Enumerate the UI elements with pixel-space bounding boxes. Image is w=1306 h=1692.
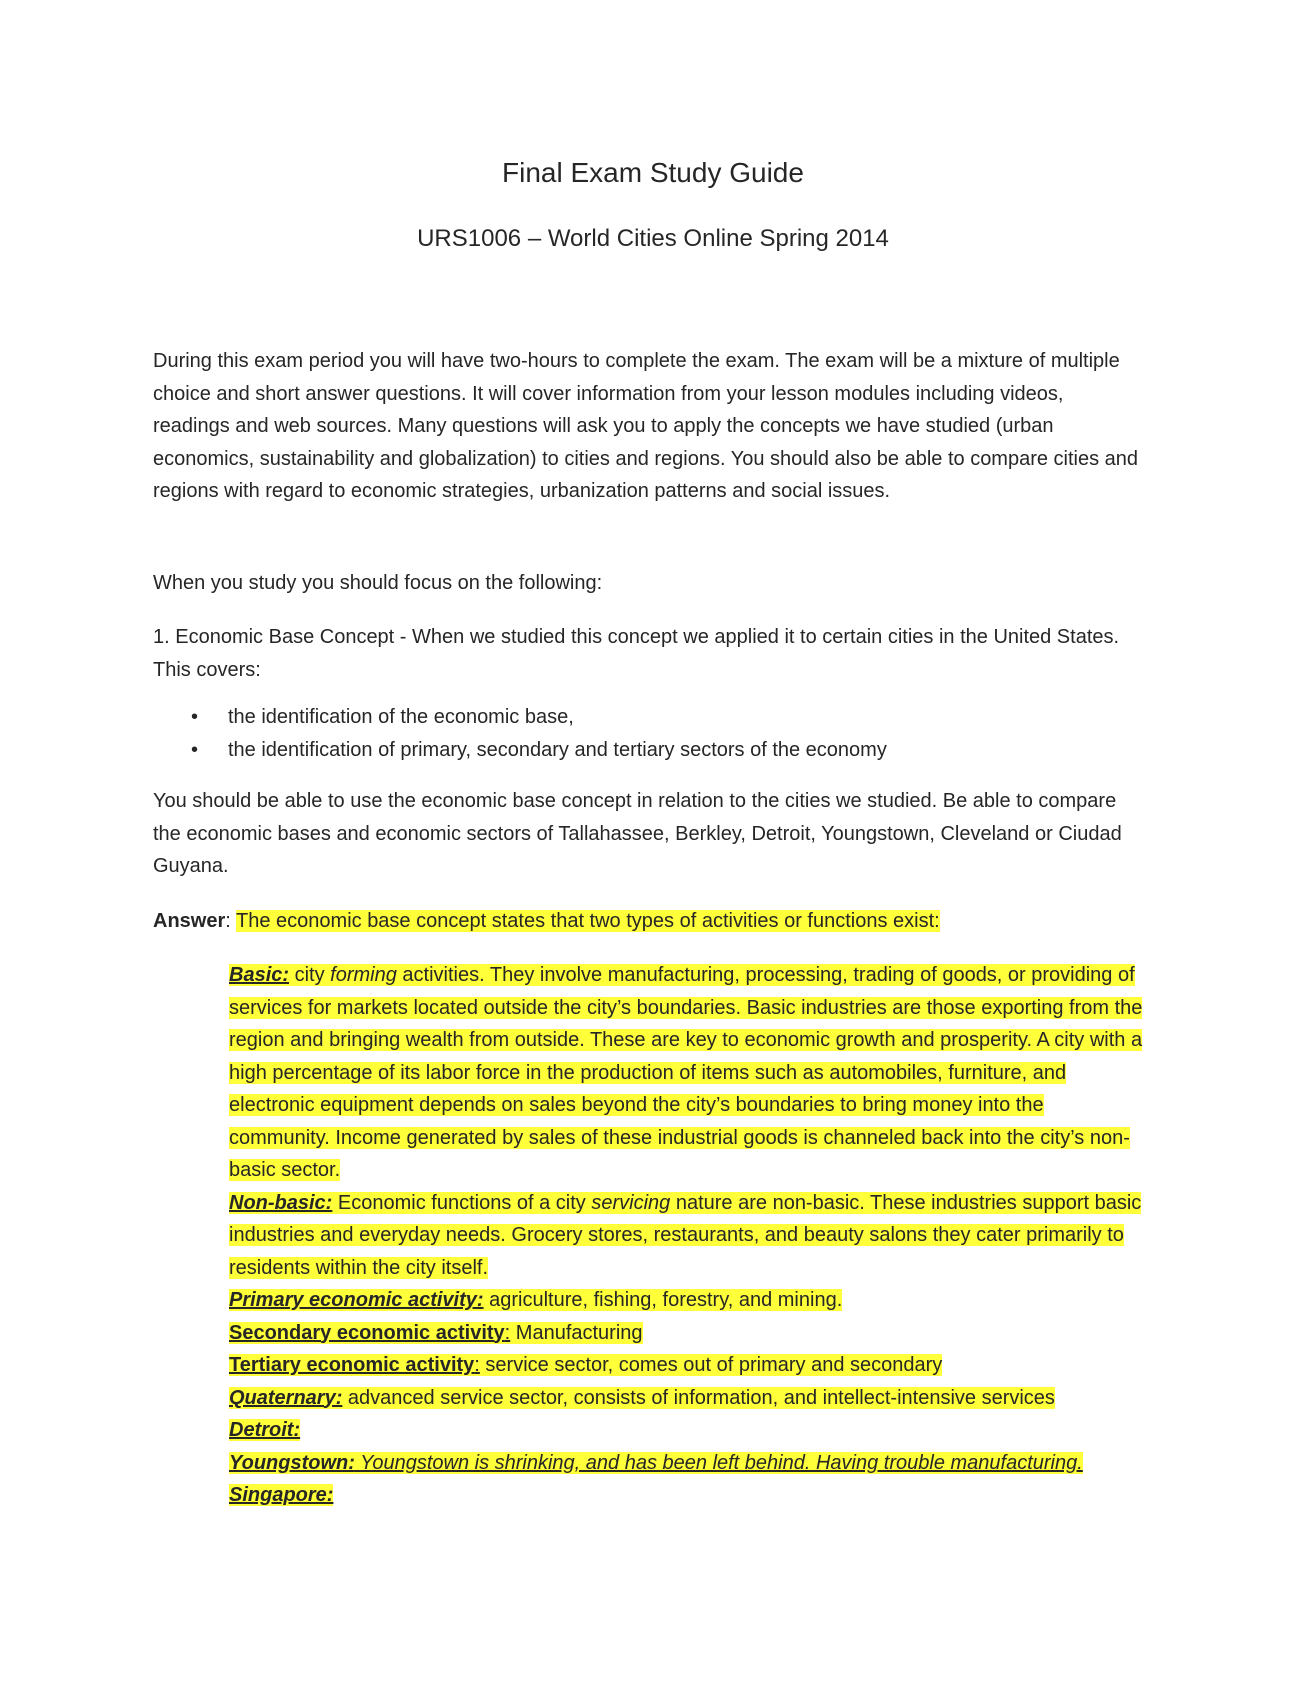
definition-non-basic: Non-basic: Economic functions of a city servicing nature are non-basic. These industries support basic industries and everyday needs. Grocery stores, restaurants, and beauty salons they cater primarily to residents within the city itself. xyxy=(229,1191,1142,1279)
term-detroit: Detroit: xyxy=(229,1419,301,1441)
definition-youngstown: Youngstown: Youngstown is shrinking, and has been left behind. Having trouble manufacturing. xyxy=(229,1451,1083,1474)
term-tertiary: Tertiary economic activity xyxy=(229,1354,475,1376)
use-paragraph: You should be able to use the economic base concept in relation to the cities we studied. Be able to compare the economic bases and economic sectors of Tallahassee, Berkley, Detroit, Youngstown, Cleveland or Ciudad Guyana. xyxy=(153,790,1122,877)
definition-tertiary: Tertiary economic activity: service sector, comes out of primary and secondary xyxy=(229,1354,943,1376)
term-secondary: Secondary economic activity xyxy=(229,1321,505,1344)
bullet-text: the identification of primary, secondary and tertiary sectors of the economy xyxy=(228,738,887,761)
document-subtitle: URS1006 – World Cities Online Spring 2014 xyxy=(417,225,889,252)
numbered-item-economic-base: 1. Economic Base Concept - When we studied this concept we applied it to certain cities in the United States. This covers: xyxy=(153,626,1120,681)
bullet-list xyxy=(153,701,1143,766)
answer-line xyxy=(153,905,1143,938)
answer-colon: : xyxy=(225,910,237,932)
term-quaternary: Quaternary: xyxy=(229,1386,343,1409)
definition-secondary: Secondary economic activity: Manufacturing xyxy=(229,1321,643,1344)
definitions-block xyxy=(229,959,1149,1512)
bullet-item xyxy=(153,701,1143,734)
bullet-glyph: • xyxy=(191,738,199,761)
bullet-glyph: • xyxy=(191,706,199,728)
answer-label: Answer xyxy=(153,910,226,932)
intro-paragraph: During this exam period you will have two-hours to complete the exam. The exam will be a mixture of multiple choice and short answer questions. It will cover information from your lesson modules including videos, readings and web sources. Many questions will ask you to apply the concepts we have studied (urban economics, sustainability and globalization) to cities and regions. You should also be able to compare cities and regions with regard to economic strategies, urbanization patterns and social issues. xyxy=(153,350,1139,502)
definition-detroit xyxy=(229,1414,1149,1447)
term-youngstown: Youngstown: xyxy=(229,1451,355,1474)
bullet-item xyxy=(153,734,1143,767)
definition-singapore xyxy=(229,1479,1149,1512)
focus-paragraph: When you study you should focus on the following: xyxy=(153,572,603,594)
bullet-text: the identification of the economic base, xyxy=(228,706,574,728)
definition-basic: Basic: city forming activities. They involve manufacturing, processing, trading of goods, or providing of services for markets located outside the city’s boundaries. Basic industries are those exporting from the region and bringing wealth from outside. These are key to economic growth and prosperity. A city with a high percentage of its labor force in the production of items such as automobiles, furniture, and electronic equipment depends on sales beyond the city’s boundaries to bring money into the community. Income generated by sales of these industrial goods is channeled back into the city’s non-basic sector. xyxy=(229,964,1143,1181)
definition-quaternary: Quaternary: advanced service sector, consists of information, and intellect-intensive services xyxy=(229,1386,1055,1409)
term-non-basic: Non-basic: xyxy=(229,1191,333,1214)
definition-primary: Primary economic activity: agriculture, fishing, forestry, and mining. xyxy=(229,1289,843,1311)
term-basic: Basic: xyxy=(229,964,290,986)
answer-text: The economic base concept states that two types of activities or functions exist: xyxy=(236,910,940,932)
term-primary: Primary economic activity: xyxy=(229,1289,484,1311)
document-title: Final Exam Study Guide xyxy=(502,157,804,188)
term-singapore: Singapore: xyxy=(229,1484,334,1506)
